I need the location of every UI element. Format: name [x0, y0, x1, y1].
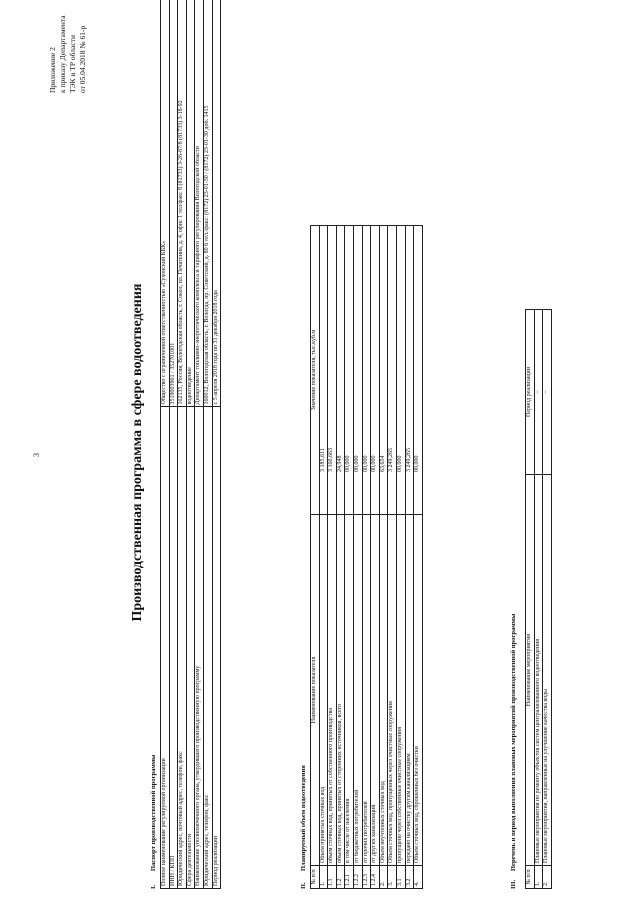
table-cell — [336, 226, 345, 515]
table-cell: объем сточных вод, принятых от собственного производства — [328, 515, 337, 866]
table-row — [371, 226, 380, 889]
column-header: Наименование мероприятия — [526, 475, 535, 866]
table-cell: 4. — [414, 866, 423, 889]
table-cell: Сфера деятельности — [186, 407, 195, 889]
table-cell: передано на очистку другим канализациям — [405, 515, 414, 866]
table-row — [178, 0, 187, 889]
table-row — [534, 310, 543, 889]
table-cell: 3.1 — [396, 866, 405, 889]
table-cell: Период реализации — [212, 407, 221, 889]
passport-table — [160, 0, 221, 889]
table-row — [362, 226, 371, 889]
document-title: Производственная программа в сфере водоотведения — [130, 283, 145, 622]
cell-value: 24,948 — [336, 455, 343, 472]
table-row — [379, 226, 388, 889]
table-cell: Департамент топливно-энергетического комплекса и тарифного регулирования Вологодской области — [195, 0, 204, 407]
table-cell: в том числе от населения — [345, 515, 354, 866]
table-cell: 1. — [534, 866, 543, 889]
column-header: Значение показателя, тыс.куб.м — [311, 226, 320, 515]
table-cell: объем сточных вод, принятых от сторонних источников, всего — [336, 515, 345, 866]
table-cell: Наименование уполномоченного органа, утвердившего производственную программу — [195, 407, 204, 889]
table-cell: 2. — [543, 866, 552, 889]
table-cell: 1.2.4 — [371, 866, 380, 889]
table-row — [388, 226, 397, 889]
table-row — [195, 0, 204, 889]
table-row — [414, 226, 423, 889]
cell-value: 00,000 — [371, 455, 378, 472]
section-number: III. — [510, 879, 517, 889]
table-cell: Юридический адрес, почтовый адрес, телефон, факс — [178, 407, 187, 889]
section-title: Планируемый объем водоотведения — [300, 765, 307, 871]
volume-table — [310, 225, 423, 889]
table-cell: Общество с ограниченной ответственностью «Сухонский КБК» — [161, 0, 170, 407]
table-header-row — [311, 226, 320, 889]
table-row — [169, 0, 178, 889]
table-row — [319, 226, 328, 889]
cell-value: 63,654 — [379, 455, 386, 472]
table-cell: – — [543, 310, 552, 475]
page-number: 3 — [32, 453, 41, 457]
table-cell — [405, 226, 414, 515]
measures-table — [525, 309, 552, 889]
cell-value: 00,000 — [396, 455, 403, 472]
table-cell: Объем принятых сточных вод — [319, 515, 328, 866]
table-row — [353, 226, 362, 889]
table-row — [212, 0, 221, 889]
table-row — [161, 0, 170, 889]
table-row — [336, 226, 345, 889]
section-number: II. — [300, 882, 307, 889]
cell-value: 3 160,663 — [328, 448, 335, 472]
table-cell — [388, 226, 397, 515]
cell-value: 00,000 — [353, 455, 360, 472]
cell-value: 3 249,265 — [405, 448, 412, 472]
table-cell: Полное наименование регулируемой организации — [161, 407, 170, 889]
table-row — [345, 226, 354, 889]
table-cell: 3519003961 / 352701001 — [169, 0, 178, 407]
table-cell: Объем неучтенных сточных вод — [379, 515, 388, 866]
table-cell: 160012, Вологодская область, г. Вологда, пр. Советский, д. 80 б тел./факс: (8172) 23-01-30 / (8172) 23-01-30 доб. 1415 — [203, 0, 212, 407]
appendix-line: ТЭК и ТР области — [68, 35, 77, 93]
table-row — [328, 226, 337, 889]
table-cell: Плановые мероприятия, направленные на улучшение качества воды — [543, 475, 552, 866]
table-cell: 1.2 — [336, 866, 345, 889]
section-title: Перечень и период выполнения плановых мероприятий производственной программы — [510, 613, 517, 871]
table-cell — [328, 226, 337, 515]
appendix-line: к приказу Департамента — [58, 15, 67, 93]
table-cell: водоотведение — [186, 0, 195, 407]
table-cell: 3. — [388, 866, 397, 889]
column-header: № п/п — [311, 866, 320, 889]
section-title: Паспорт производственной программы — [150, 754, 157, 871]
table-cell — [396, 226, 405, 515]
appendix-line: от 05.04.2018 № 61-р — [78, 25, 87, 93]
table-cell: 1.2.2 — [353, 866, 362, 889]
table-cell: от прочих потребителей — [362, 515, 371, 866]
table-cell: Юридический адрес, телефон, факс — [203, 407, 212, 889]
table-cell: пропущено через собственные очистные сооружения — [396, 515, 405, 866]
cell-value: 3 185,611 — [319, 448, 326, 472]
table-cell: 1.1 — [328, 866, 337, 889]
cell-value: 3 249,265 — [388, 448, 395, 472]
table-row — [203, 0, 212, 889]
table-header-row — [526, 310, 535, 889]
table-row — [543, 310, 552, 889]
table-cell: 1.2.3 — [362, 866, 371, 889]
table-cell: Объем сточных вод, сброшенных без очистки — [414, 515, 423, 866]
cell-value: 00,000 — [414, 455, 421, 472]
table-cell — [362, 226, 371, 515]
column-header: № п/п — [526, 866, 535, 889]
table-row — [396, 226, 405, 889]
column-header: Наименование показателя — [311, 515, 320, 866]
table-cell: с 5 апреля 2018 года по 31 декабря 2018 года — [212, 0, 221, 407]
table-row — [405, 226, 414, 889]
table-cell: от бюджетных потребителей — [353, 515, 362, 866]
table-cell — [353, 226, 362, 515]
table-cell: Плановые мероприятия по ремонту объектов систем централизованного водоотведения — [534, 475, 543, 866]
table-cell — [371, 226, 380, 515]
section-number: I. — [150, 884, 157, 889]
table-cell: Объем сточных вод, пропущенных через очистные сооружения — [388, 515, 397, 866]
table-cell: 1. — [319, 866, 328, 889]
cell-value: 00,000 — [345, 455, 352, 472]
table-cell: 162135, Россия, Вологодская область, г. Сокол, пл. Печаткина, д. 4, офис 1 тел/факс 8 (81733) 3-26-87/8 (81733) 3-18-92 — [178, 0, 187, 407]
table-cell — [414, 226, 423, 515]
table-row — [186, 0, 195, 889]
table-cell: 1.2.1 — [345, 866, 354, 889]
table-cell — [379, 226, 388, 515]
table-cell — [345, 226, 354, 515]
section-2-heading — [300, 765, 307, 889]
table-cell: 2. — [379, 866, 388, 889]
appendix-line: Приложение 2 — [48, 47, 57, 93]
table-cell: – — [534, 310, 543, 475]
table-cell — [319, 226, 328, 515]
appendix-note — [48, 15, 88, 93]
table-cell: ИНН / КПП — [169, 407, 178, 889]
cell-value: 00,000 — [362, 455, 369, 472]
table-cell: от других канализаций — [371, 515, 380, 866]
section-1-heading — [150, 755, 157, 889]
table-cell: 3.2 — [405, 866, 414, 889]
section-3-heading — [510, 614, 517, 889]
column-header: Период реализации — [526, 310, 535, 475]
